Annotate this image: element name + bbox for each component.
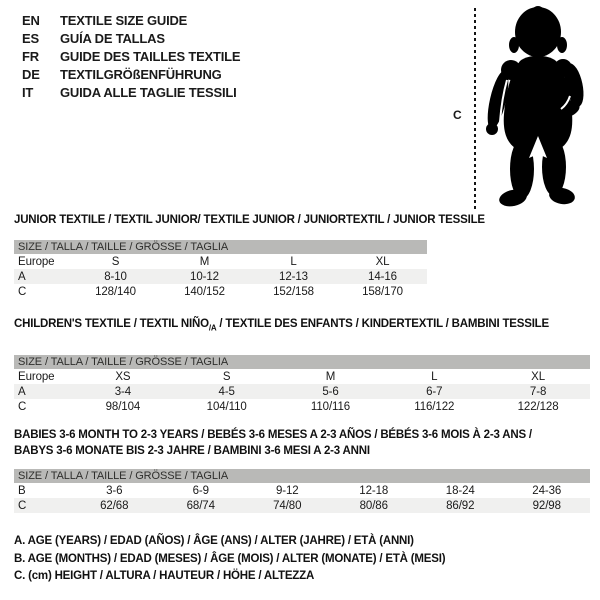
- row-value: 140/152: [184, 285, 225, 298]
- table-row: [14, 369, 590, 384]
- row-value: 12-18: [359, 484, 389, 497]
- row-value: M: [199, 255, 210, 268]
- size-header-band: SIZE / TALLA / TAILLE / GRÖSSE / TAGLIA: [14, 240, 427, 254]
- table-title-subscript: /A: [208, 323, 217, 333]
- row-label: Europe: [18, 255, 55, 268]
- row-value: XS: [115, 370, 131, 383]
- row-label: B: [18, 484, 26, 497]
- table-rows: [14, 483, 590, 513]
- row-value: 86/92: [446, 499, 475, 512]
- footnote-line: B. AGE (MONTHS) / EDAD (MESES) / ÂGE (MOIS) / ALTER (MONATE) / ETÀ (MESI): [14, 552, 446, 565]
- table-title-text: CHILDREN'S TEXTILE / TEXTIL NIÑO: [14, 318, 209, 330]
- row-value: 68/74: [186, 499, 215, 512]
- row-value: 8-10: [104, 270, 127, 283]
- row-value: L: [431, 370, 438, 383]
- row-value: 14-16: [368, 270, 397, 283]
- size-table-children: [14, 318, 590, 414]
- row-value: 3-4: [114, 385, 132, 398]
- size-table-junior: [14, 214, 485, 299]
- row-value: 62/68: [100, 499, 129, 512]
- table-title-line2: BABYS 3-6 MONATE BIS 2-3 JAHRE / BAMBINI 3-6 MESI A 2-3 ANNI: [14, 445, 370, 457]
- language-label: TEXTILE SIZE GUIDE: [60, 12, 188, 28]
- footnote-line: C. (cm) HEIGHT / ALTURA / HAUTEUR / HÖHE / ALTEZZA: [14, 570, 315, 582]
- table-row: [14, 269, 427, 284]
- footnotes: [14, 533, 445, 586]
- row-value: 116/122: [414, 400, 455, 413]
- language-label: GUÍA DE TALLAS: [60, 30, 165, 46]
- row-label: Europe: [18, 370, 55, 383]
- table-rows: [14, 254, 427, 299]
- language-list: [22, 11, 240, 101]
- row-value: 104/110: [206, 400, 247, 413]
- row-value: 74/80: [273, 499, 302, 512]
- row-value: L: [290, 255, 297, 268]
- row-value: 18-24: [445, 484, 475, 497]
- row-value: 5-6: [322, 385, 339, 398]
- row-label: C: [18, 400, 27, 413]
- language-row: [22, 11, 240, 29]
- table-title: [14, 427, 590, 459]
- row-value: 12-13: [279, 270, 308, 283]
- language-label: GUIDA ALLE TAGLIE TESSILI: [60, 84, 237, 100]
- language-row: [22, 29, 240, 47]
- row-value: 152/158: [273, 285, 314, 298]
- language-code: ES: [22, 30, 39, 46]
- row-label: A: [18, 270, 26, 283]
- size-header-band: SIZE / TALLA / TAILLE / GRÖSSE / TAGLIA: [14, 355, 590, 369]
- table-row: [14, 498, 590, 513]
- table-row: [14, 483, 590, 498]
- row-value: 158/170: [362, 285, 403, 298]
- row-value: 122/128: [517, 400, 559, 413]
- height-dashed-line: [474, 8, 476, 210]
- table-title-line1: BABIES 3-6 MONTH TO 2-3 YEARS / BEBÉS 3-6 MESES A 2-3 AÑOS / BÉBÉS 3-6 MOIS À 2-3 ANS /: [14, 429, 532, 441]
- table-row: [14, 399, 590, 414]
- size-header-band: SIZE / TALLA / TAILLE / GRÖSSE / TAGLIA: [14, 469, 590, 483]
- baby-silhouette-icon: [482, 4, 594, 208]
- language-label: GUIDE DES TAILLES TEXTILE: [60, 48, 241, 64]
- row-value: 92/98: [532, 499, 561, 512]
- language-row: [22, 47, 240, 65]
- row-value: 3-6: [106, 484, 123, 497]
- row-value: 4-5: [218, 385, 235, 398]
- row-value: S: [222, 370, 231, 383]
- row-value: 10-12: [190, 270, 219, 283]
- language-row: [22, 83, 240, 101]
- language-label: TEXTILGRÖßENFÜHRUNG: [60, 66, 222, 82]
- row-value: 9-12: [275, 484, 299, 497]
- row-value: 7-8: [529, 385, 547, 398]
- table-row: [14, 384, 590, 399]
- table-row: [14, 254, 427, 269]
- language-row: [22, 65, 240, 83]
- table-title-text: JUNIOR TEXTILE / TEXTIL JUNIOR/ TEXTILE JUNIOR / JUNIORTEXTIL / JUNIOR TESSILE: [14, 214, 485, 226]
- row-value: 128/140: [95, 285, 136, 298]
- row-value: XL: [375, 255, 390, 268]
- language-code: FR: [22, 48, 39, 64]
- row-label: C: [18, 285, 27, 298]
- footnote-line: A. AGE (YEARS) / EDAD (AÑOS) / ÂGE (ANS) / ALTER (JAHRE) / ETÀ (ANNI): [14, 535, 414, 547]
- table-row: [14, 284, 427, 299]
- row-label: C: [18, 499, 27, 512]
- row-value: S: [111, 255, 120, 268]
- row-value: 98/104: [105, 400, 141, 413]
- height-measure-label: C: [453, 108, 462, 122]
- row-value: 6-9: [192, 484, 209, 497]
- table-title: [14, 318, 590, 334]
- row-value: 24-36: [532, 484, 562, 497]
- size-table-babies: [14, 427, 590, 513]
- row-label: A: [18, 385, 26, 398]
- language-code: DE: [22, 66, 40, 82]
- row-value: 80/86: [359, 499, 388, 512]
- row-value: XL: [531, 370, 546, 383]
- row-value: M: [325, 370, 336, 383]
- row-value: 110/116: [310, 400, 351, 413]
- row-value: 6-7: [426, 385, 443, 398]
- table-title: [14, 214, 485, 227]
- language-code: EN: [22, 12, 40, 28]
- table-title-text: / TEXTILE DES ENFANTS / KINDERTEXTIL / BAMBINI TESSILE: [216, 318, 549, 330]
- table-rows: [14, 369, 590, 414]
- language-code: IT: [22, 84, 34, 100]
